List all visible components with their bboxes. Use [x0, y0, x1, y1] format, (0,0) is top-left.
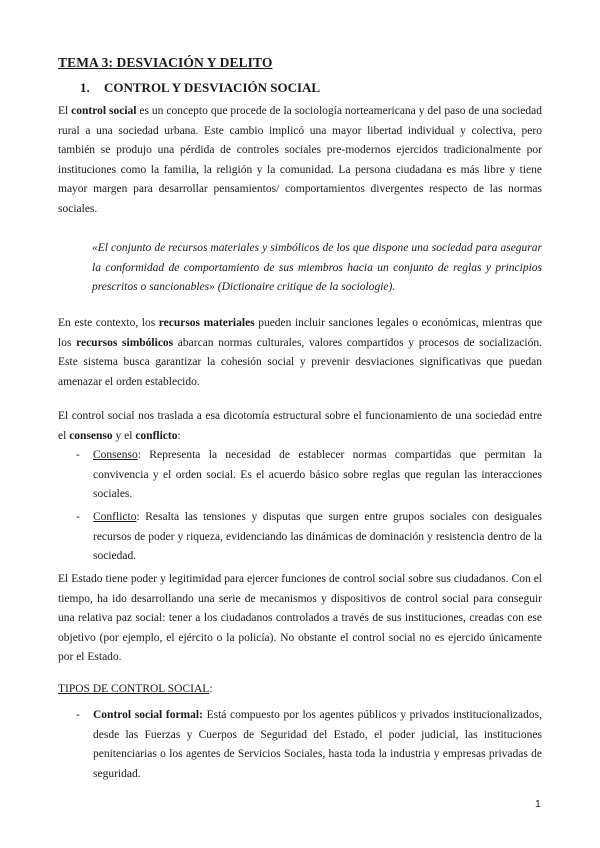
resources-paragraph [58, 314, 542, 392]
list-text: : Representa la necesidad de establecer normas compartidas que permitan la convivencia y el orden social. Es el acuerdo básico sobre reglas que regulan las interacciones sociales. [93, 449, 542, 500]
text-run: El [58, 105, 72, 117]
page-number: 1 [535, 798, 541, 810]
types-heading-text: TIPOS DE CONTROL SOCIAL [58, 683, 210, 695]
list-bullet: - [76, 449, 80, 461]
section-title: CONTROL Y DESVIACIÓN SOCIAL [104, 80, 321, 95]
list-text: : Resalta las tensiones y disputas que surgen entre grupos sociales con desiguales recursos de poder y riqueza, evidenciando las dinámicas de dominación y resistencia dentro de la sociedad. [93, 511, 542, 562]
list-bullet: - [76, 709, 80, 721]
bold-term: consenso [69, 429, 113, 442]
bold-term: recursos materiales [158, 317, 255, 329]
dichotomy-paragraph [58, 407, 542, 446]
text-run: abarcan normas culturales, valores compartidos y procesos de socialización. Este sistema busca garantizar la cohesión social y prevenir desviaciones significativas que puedan amenazar el orden establecido. [58, 336, 543, 388]
list-term: Consenso [93, 449, 138, 461]
bold-term: recursos simbólicos [76, 336, 174, 349]
section-number: 1. [80, 80, 90, 95]
list-item-formal [58, 706, 542, 784]
bold-term: control social [71, 105, 137, 117]
types-heading [58, 683, 213, 695]
bold-term: conflicto [135, 429, 178, 442]
text-run: En este contexto, los [58, 317, 159, 329]
types-heading-colon: : [209, 683, 213, 695]
list-bullet: - [76, 511, 80, 523]
text-run: El control social nos traslada a esa dicotomía estructural sobre el funcionamiento de una sociedad entre el [58, 410, 542, 442]
list-text: Está compuesto por los agentes públicos y privados institucionalizados, desde las Fuerzas y Cuerpos de Seguridad del Estado, el poder judicial, las instituciones penitenciarias o los agentes de Servicios Sociales, hasta toda la industria y empresas privadas de seguridad. [93, 709, 542, 780]
list-item-consenso [58, 446, 542, 505]
page-title: TEMA 3: DESVIACIÓN Y DELITO [58, 55, 273, 70]
intro-paragraph [58, 102, 542, 219]
text-run: y el [112, 429, 136, 442]
list-term: Control social formal: [93, 709, 203, 721]
text-run: pueden incluir sanciones legales o económicas, mientras que los [58, 317, 542, 349]
state-paragraph: El Estado tiene poder y legitimidad para ejercer funciones de control social sobre sus ciudadanos. Con el tiempo, ha ido desarrollando una serie de mecanismos y dispositivos de control social para conseguir una relativa paz social: tener a los ciudadanos controlados a través de sus instituciones, creadas con ese objetivo (por ejemplo, el ejército o la policía). No obstante el control social no es ejercido únicamente por el Estado. [58, 573, 542, 663]
section-heading [80, 80, 320, 96]
text-run: : [177, 429, 181, 442]
definition-quote: «El conjunto de recursos materiales y simbólicos de los que dispone una sociedad para asegurar la conformidad de comportamiento de sus miembros hacia un conjunto de reglas y principios prescritos o sancionables» (Dictionaire critique de la sociologie). [92, 242, 542, 293]
list-term: Conflicto [93, 511, 137, 523]
list-item-conflicto [58, 508, 542, 567]
text-run: es un concepto que procede de la sociología norteamericana y del paso de una sociedad rural a una sociedad urbana. Este cambio implicó una mayor libertad individual y colectiva, pero también se produjo una pérdida de controles sociales pre-modernos ejercidos tradicionalmente por instituciones como la familia, la religión y la comunidad. La persona ciudadana es más libre y tiene mayor margen para desarrollar pensamientos/ comportamientos divergentes respecto de las normas sociales. [58, 105, 542, 215]
